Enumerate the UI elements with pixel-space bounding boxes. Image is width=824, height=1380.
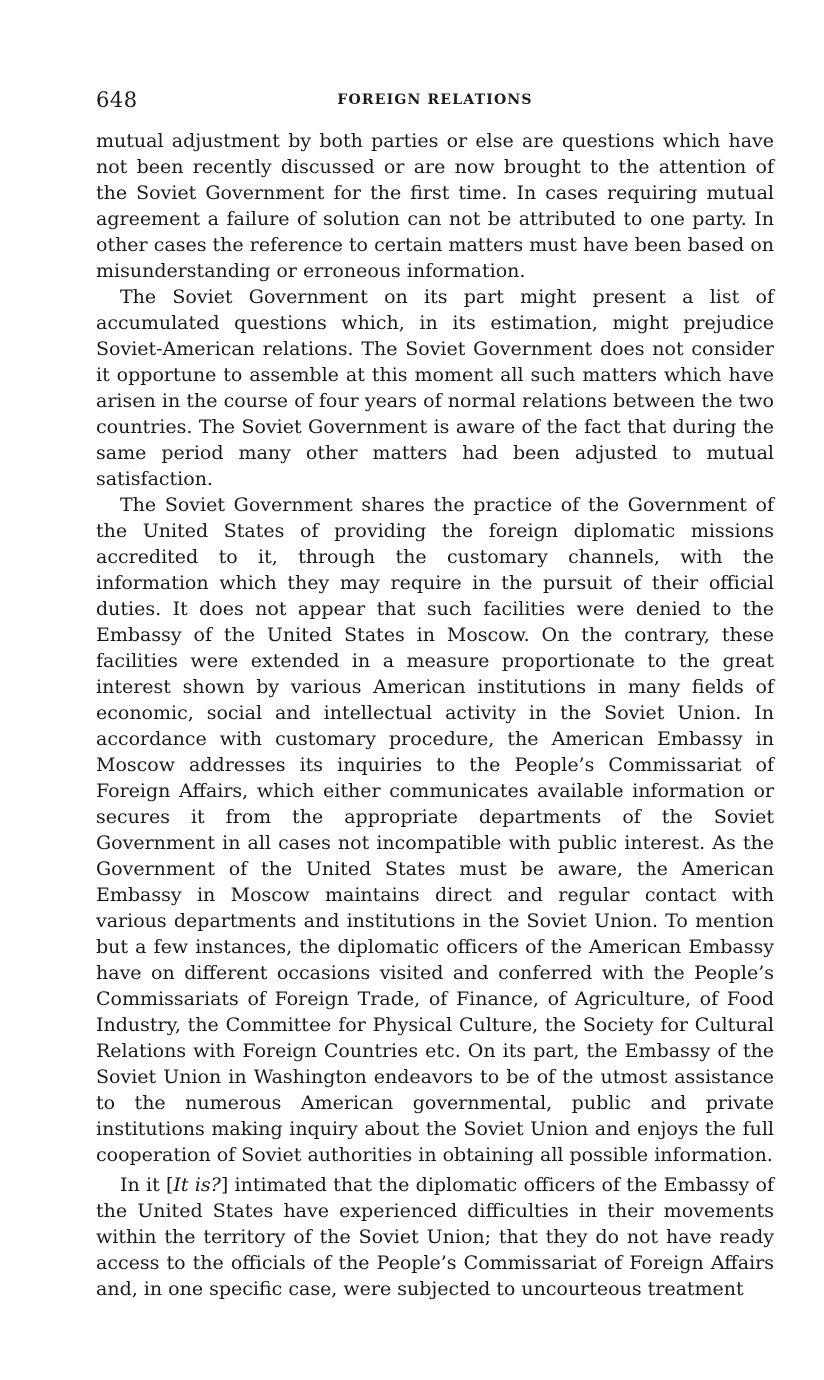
page-header — [96, 86, 774, 118]
paragraph-4-rest: ] intimated that the diplomatic officers of the Embassy of the United States have experienced difficulties in their movements within the territory of the Soviet Union; that they do not have ready access to the officials of the People’s Commissariat of Foreign Affairs and, in one specific case, were subjected to uncourteous treatment — [96, 1174, 774, 1300]
document-page — [96, 86, 774, 1302]
body-text — [96, 128, 774, 1302]
paragraph-3: The Soviet Government shares the practice of the Government of the United States of providing the foreign diplomatic missions accredited to it, through the customary channels, with the information which they may require in the pursuit of their official duties. It does not appear that such facilities were denied to the Embassy of the United States in Moscow. On the contrary, these facilities were extended in a measure proportionate to the great interest shown by various American institutions in many fields of economic, social and intellectual activity in the Soviet Union. In accordance with customary procedure, the American Embassy in Moscow addresses its inquiries to the People’s Commissariat of Foreign Affairs, which either communicates available information or secures it from the appropriate departments of the Soviet Government in all cases not incompatible with public interest. As the Government of the United States must be aware, the American Embassy in Moscow maintains direct and regular contact with various departments and institutions in the Soviet Union. To mention but a few instances, the diplomatic officers of the American Embassy have on different occasions visited and conferred with the People’s Commissariats of Foreign Trade, of Finance, of Agriculture, of Food Industry, the Committee for Physical Culture, the Society for Cultural Relations with Foreign Countries etc. On its part, the Embassy of the Soviet Union in Washington endeavors to be of the utmost assistance to the numerous American governmental, public and private institutions making inquiry about the Soviet Union and enjoys the full cooperation of Soviet authorities in obtaining all possible information. — [96, 494, 774, 1166]
paragraph-4 — [96, 1172, 774, 1302]
page-number: 648 — [96, 88, 138, 112]
paragraph-1: mutual adjustment by both parties or else are questions which have not been recently discussed or are now brought to the attention of the Soviet Government for the first time. In cases requiring mutual agreement a failure of solution can not be attributed to one party. In other cases the reference to certain matters must have been based on misunderstanding or erroneous information. — [96, 130, 774, 282]
paragraph-4-lead: In it [ — [120, 1174, 174, 1196]
editorial-insertion: It is? — [173, 1174, 221, 1196]
paragraph-2: The Soviet Government on its part might present a list of accumulated questions which, in its estimation, might prejudice Soviet-American relations. The Soviet Government does not consider it opportune to assemble at this moment all such matters which have arisen in the course of four years of normal relations between the two countries. The Soviet Government is aware of the fact that during the same period many other matters had been adjusted to mutual satisfaction. — [96, 286, 774, 490]
running-head: FOREIGN RELATIONS — [337, 92, 533, 108]
